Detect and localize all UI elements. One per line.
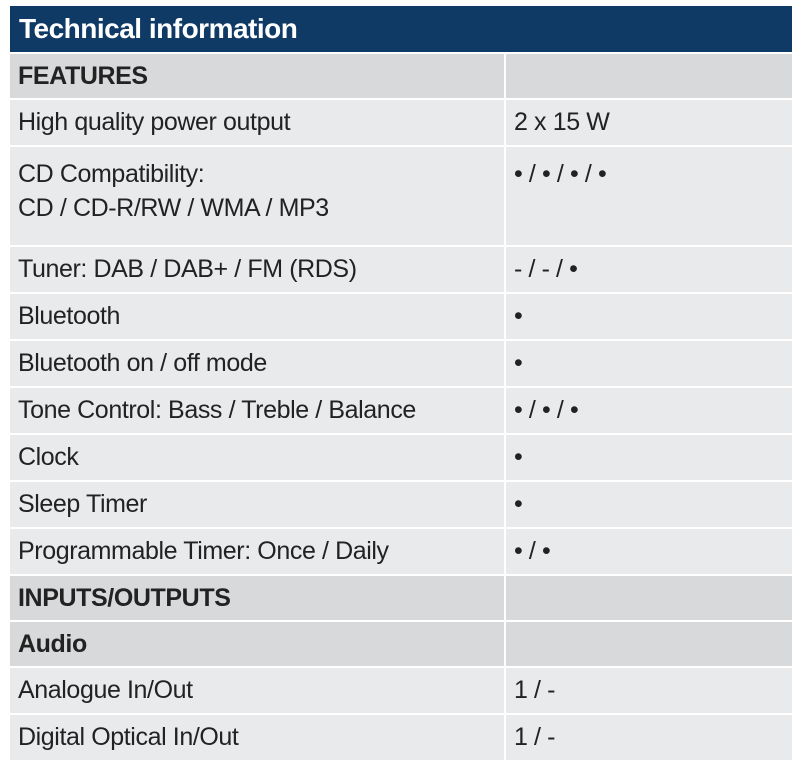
spec-label: Bluetooth (10, 293, 505, 340)
spec-row (10, 146, 792, 246)
group-header-row (10, 53, 792, 99)
spec-label: Tuner: DAB / DAB+ / FM (RDS) (10, 246, 505, 293)
spec-label: Digital Optical In/Out (10, 714, 505, 760)
spec-row (10, 528, 792, 575)
spec-value: • (505, 340, 792, 387)
spec-label: Programmable Timer: Once / Daily (10, 528, 505, 575)
group-header-row (10, 575, 792, 621)
spec-value-text: • / • / • / • (514, 160, 607, 188)
spec-row (10, 481, 792, 528)
spec-value: • (505, 434, 792, 481)
spec-sheet (10, 6, 792, 760)
subgroup-header-label: Audio (10, 621, 505, 667)
section-title: Technical information (10, 6, 792, 52)
spec-value: 1 / - (505, 667, 792, 714)
spec-value: • (505, 481, 792, 528)
spec-value: • / • (505, 528, 792, 575)
spec-row (10, 667, 792, 714)
spec-value: 1 / - (505, 714, 792, 760)
spec-value: - / - / • (505, 246, 792, 293)
spec-row (10, 434, 792, 481)
group-header-value (505, 53, 792, 99)
spec-row (10, 99, 792, 146)
spec-label-line: CD / CD-R/RW / WMA / MP3 (18, 194, 329, 222)
spec-label: Bluetooth on / off mode (10, 340, 505, 387)
spec-row (10, 340, 792, 387)
spec-label: Clock (10, 434, 505, 481)
spec-label: Tone Control: Bass / Treble / Balance (10, 387, 505, 434)
spec-label: Sleep Timer (10, 481, 505, 528)
spec-label (10, 146, 505, 246)
spec-label-line: CD Compatibility: (18, 160, 205, 188)
spec-row (10, 293, 792, 340)
spec-value: 2 x 15 W (505, 99, 792, 146)
subgroup-header-row (10, 621, 792, 667)
subgroup-header-value (505, 621, 792, 667)
spec-row (10, 714, 792, 760)
spec-value: • / • / • (505, 387, 792, 434)
spec-label: High quality power output (10, 99, 505, 146)
group-header-label: FEATURES (10, 53, 505, 99)
spec-row (10, 387, 792, 434)
spec-label: Analogue In/Out (10, 667, 505, 714)
spec-table (10, 52, 792, 760)
spec-value (505, 146, 792, 246)
group-header-label: INPUTS/OUTPUTS (10, 575, 505, 621)
spec-row (10, 246, 792, 293)
group-header-value (505, 575, 792, 621)
spec-value: • (505, 293, 792, 340)
